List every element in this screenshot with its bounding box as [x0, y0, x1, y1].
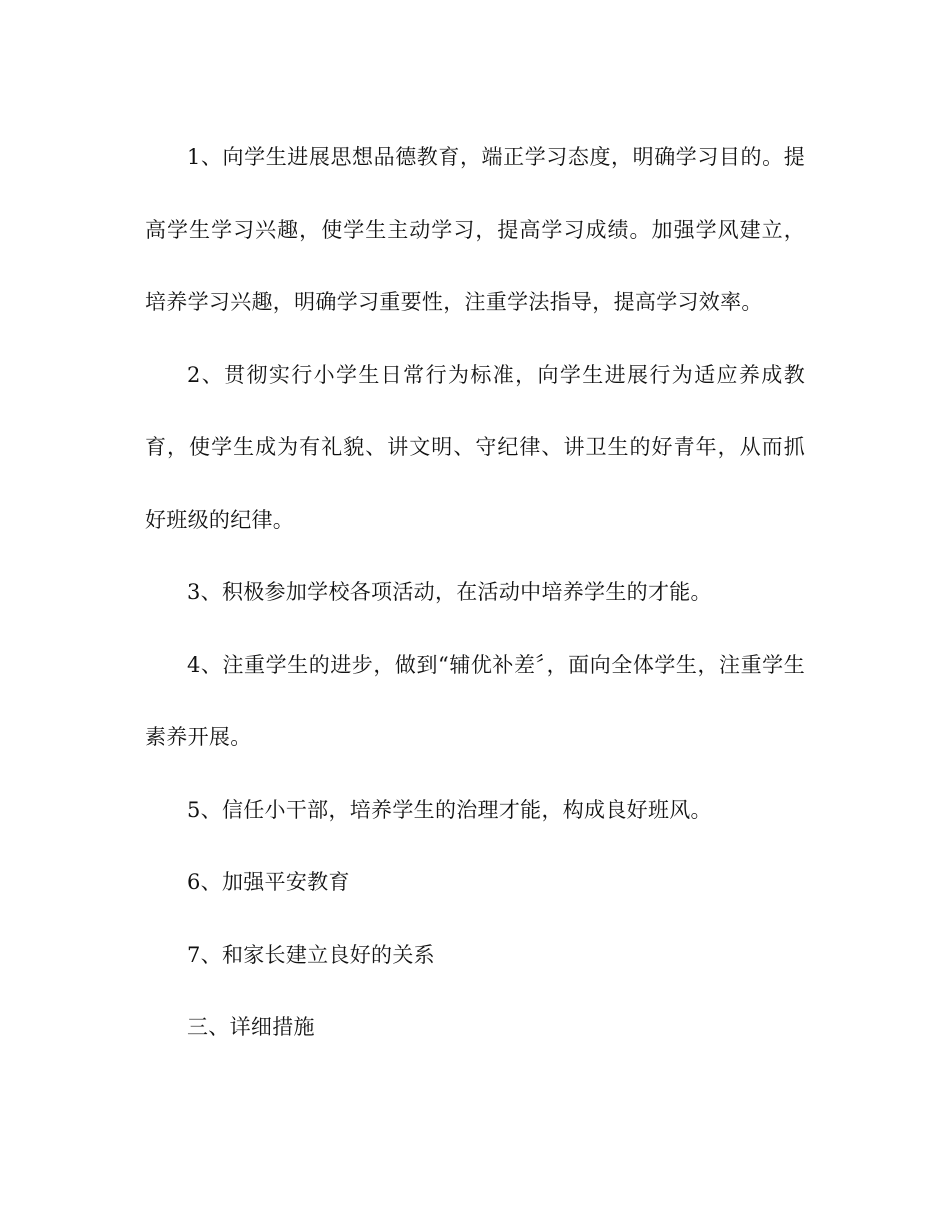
section-heading: 三、详细措施 [187, 1015, 315, 1039]
paragraph-1: 1、向学生进展思想品德教育，端正学习态度，明确学习目的。提高学生学习兴趣，使学生主动学习，提高学习成绩。加强学风建立，培养学习兴趣，明确学习重要性，注重学法指导，提高学习效率。 [145, 145, 805, 314]
paragraph-7: 7、和家长建立良好的关系 [187, 942, 435, 967]
paragraph-4: 4、注重学生的进步，做到“辅优补差〞，面向全体学生，注重学生素养开展。 [145, 652, 805, 749]
paragraph-6: 6、加强平安教育 [187, 870, 350, 894]
paragraph-2: 2、贯彻实行小学生日常行为标准，向学生进展行为适应养成教育，使学生成为有礼貌、讲文明、守纪律、讲卫生的好青年，从而抓好班级的纪律。 [145, 362, 805, 532]
paragraph-3: 3、积极参加学校各项活动，在活动中培养学生的才能。 [187, 580, 712, 604]
paragraph-5: 5、信任小干部，培养学生的治理才能，构成良好班风。 [187, 797, 712, 822]
